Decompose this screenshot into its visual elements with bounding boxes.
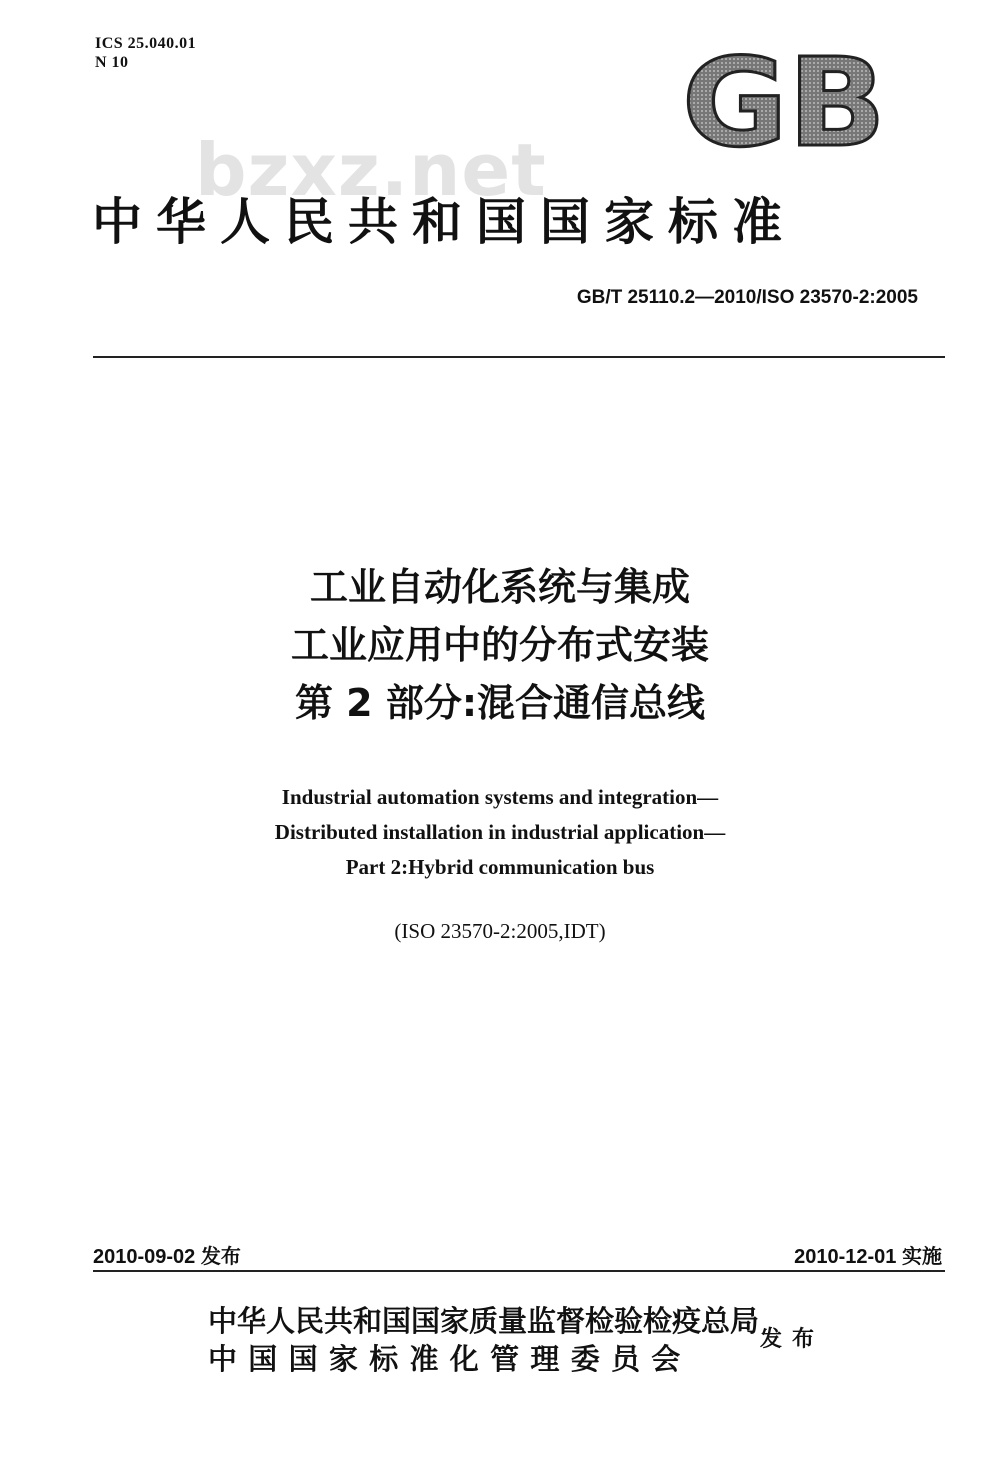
english-title-line-3: Part 2:Hybrid communication bus	[345, 855, 655, 879]
issuing-bodies	[208, 1302, 759, 1378]
gb-logo-text: GB	[682, 45, 886, 155]
iso-equivalence-note: (ISO 23570-2:2005,IDT)	[394, 919, 606, 943]
chinese-title	[0, 558, 1000, 732]
english-title-line-2: Distributed installation in industrial application—	[274, 820, 726, 844]
implementation-date: 2010-12-01 实施	[794, 1246, 942, 1268]
english-title	[0, 780, 1000, 885]
national-standard-title: 中华人民共和国国家标准	[92, 192, 796, 251]
issuer-aqsiq: 中华人民共和国国家质量监督检验检疫总局	[208, 1304, 760, 1338]
publish-label: 发布	[760, 1326, 825, 1352]
ccs-code: N 10	[95, 54, 129, 71]
bottom-divider	[93, 1270, 945, 1272]
chinese-title-line-2: 工业应用中的分布式安装	[290, 623, 709, 667]
chinese-title-line-1: 工业自动化系统与集成	[309, 565, 690, 609]
standard-number: GB/T 25110.2—2010/ISO 23570-2:2005	[576, 287, 918, 308]
gb-logo	[680, 45, 890, 155]
issue-date: 2010-09-02 发布	[93, 1246, 241, 1268]
ics-code: ICS 25.040.01	[95, 35, 197, 52]
issuer-sac: 中国国家标准化管理委员会	[208, 1342, 692, 1376]
english-title-line-1: Industrial automation systems and integration—	[281, 785, 719, 809]
chinese-title-line-3: 第 2 部分:混合通信总线	[294, 681, 706, 725]
classification-codes	[95, 34, 196, 72]
watermark: bzxz.net	[195, 128, 547, 212]
top-divider	[93, 356, 945, 358]
